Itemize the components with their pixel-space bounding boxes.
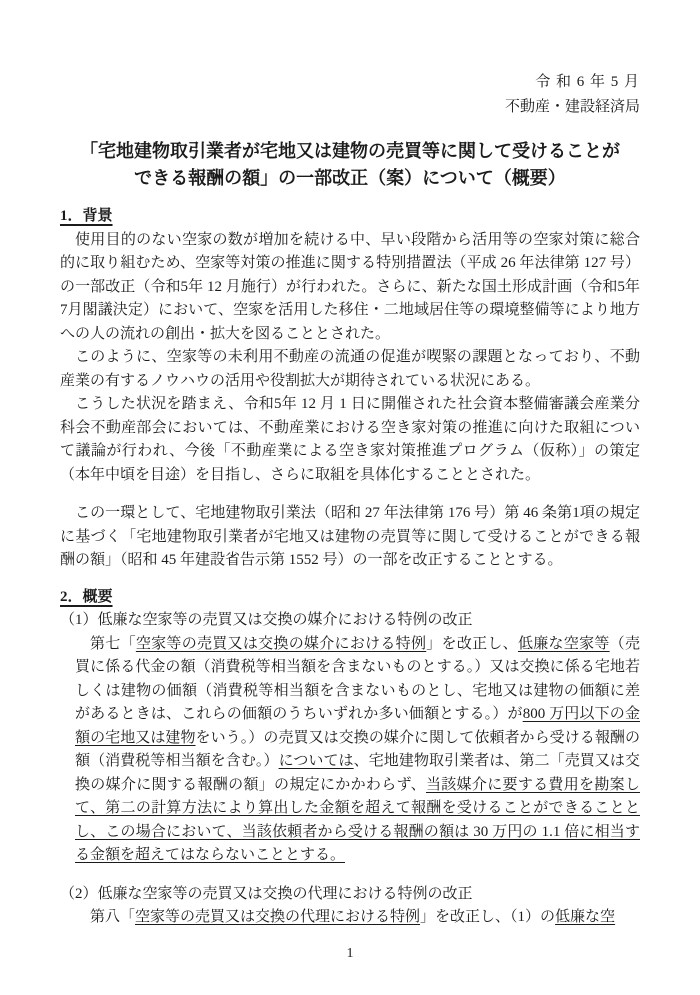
document-title-line2: できる報酬の額」の一部改正（案）について（概要） [134,168,566,188]
section-heading: 1．背景 [60,208,113,224]
text: こうした状況を踏まえ、令和5年 12 月 1 日に開催された社会資本整備審議会産業分科会不動産部会においては、不動産業における空き家対策の推進に向けた取組について議論が行われ、今後「不動産業による空き家対策推進プログラム（仮称）」の策定（本年中頃を目途）を目指し、さらに取組を具体化することとされた。 [60,396,640,483]
overview-item-2-body [75,906,640,930]
background-paragraph-3 [60,393,640,487]
document-bureau: 不動産・建設経済局 [504,99,640,115]
section-heading: 2．概要 [60,588,113,605]
text: （売買に係る代金の額（消費税等相当額を含まないものとする。）又は交換に係る宅地若しくは建物の価額（消費税等相当額を含まないものとし、宅地又は建物の価額に差があるときは、これらの価額のうちいずれか多い価額とする。）が [75,635,640,722]
page-number: 1 [346,945,354,961]
document-date: 令 和 6 年 5 月 [535,74,640,90]
background-paragraph-2 [60,346,640,393]
text: 、宅地建物取引業者は、第二「売買又は交換の媒介に関する報酬の額」の規定にかかわらず、 [75,753,640,793]
underlined-text: 低廉な空 [555,909,616,925]
text: （2）低廉な空家等の売買又は交換の代理における特例の改正 [60,885,473,902]
overview-item-1-body [75,633,640,868]
text: 」を改正し、 [426,635,518,652]
document-header [60,0,640,120]
text: この一環として、宅地建物取引業法（昭和 27 年法律第 176 号）第 46 条第1項の規定に基づく「宅地建物取引業者が宅地又は建物の売買等に関して受けることができる報酬の額」（昭和 45 年建設省告示第 1552 号）の一部を改正することとする。 [60,505,640,568]
text: 第八「 [90,909,136,925]
underlined-text: については [278,753,354,769]
text: 第七「 [90,635,136,652]
underlined-text: 空家等の売買又は交換の代理における特例 [135,909,421,925]
overview-item-2-heading [60,883,640,907]
background-paragraph-4 [60,502,640,573]
underlined-text: 当該媒介に要する費用を勘案して、第二の計算方法により算出した金額を超えて報酬を受けることができることとし、この場合において、当該依頼者から受ける報酬の額は 30 万円の 1.1 倍に相当する金額を超えてはならないこととする。 [75,776,640,863]
text: このように、空家等の未利用不動産の流通の促進が喫緊の課題となっており、不動産業の有するノウハウの活用や役割拡大が期待されている状況にある。 [60,349,640,389]
text: 使用目的のない空家の数が増加を続ける中、早い段階から活用等の空家対策に総合的に取り組むため、空家等対策の推進に関する特別措置法（平成 26 年法律第 127 号）の一部改正（令和5年 12 月施行）が行われた。さらに、新たな国土形成計画（令和5年7月閣議決定）において、空家を活用した移住・二地域居住等の環境整備等により地方への人の流れの創出・拡大を図ることとされた。 [60,231,640,342]
document-title [60,138,640,192]
document-body [60,205,640,930]
document-title-line1: 「宅地建物取引業者が宅地又は建物の売買等に関して受けることが [80,141,620,161]
text: をいう。）の売買又は交換の媒介に関して依頼者から受ける報酬の額（消費税等相当額を含む。） [75,729,640,769]
text: 」を改正し、（1）の [420,909,556,925]
underlined-text: 800 万円以下の金額の宅地又は建物 [75,706,640,746]
underlined-text: 低廉な空家等 [517,635,610,652]
overview-item-1-heading [60,609,640,633]
background-paragraph-1 [60,229,640,347]
text: （1）低廉な空家等の売買又は交換の媒介における特例の改正 [60,612,473,628]
underlined-text: 空家等の売買又は交換の媒介における特例 [135,635,427,652]
